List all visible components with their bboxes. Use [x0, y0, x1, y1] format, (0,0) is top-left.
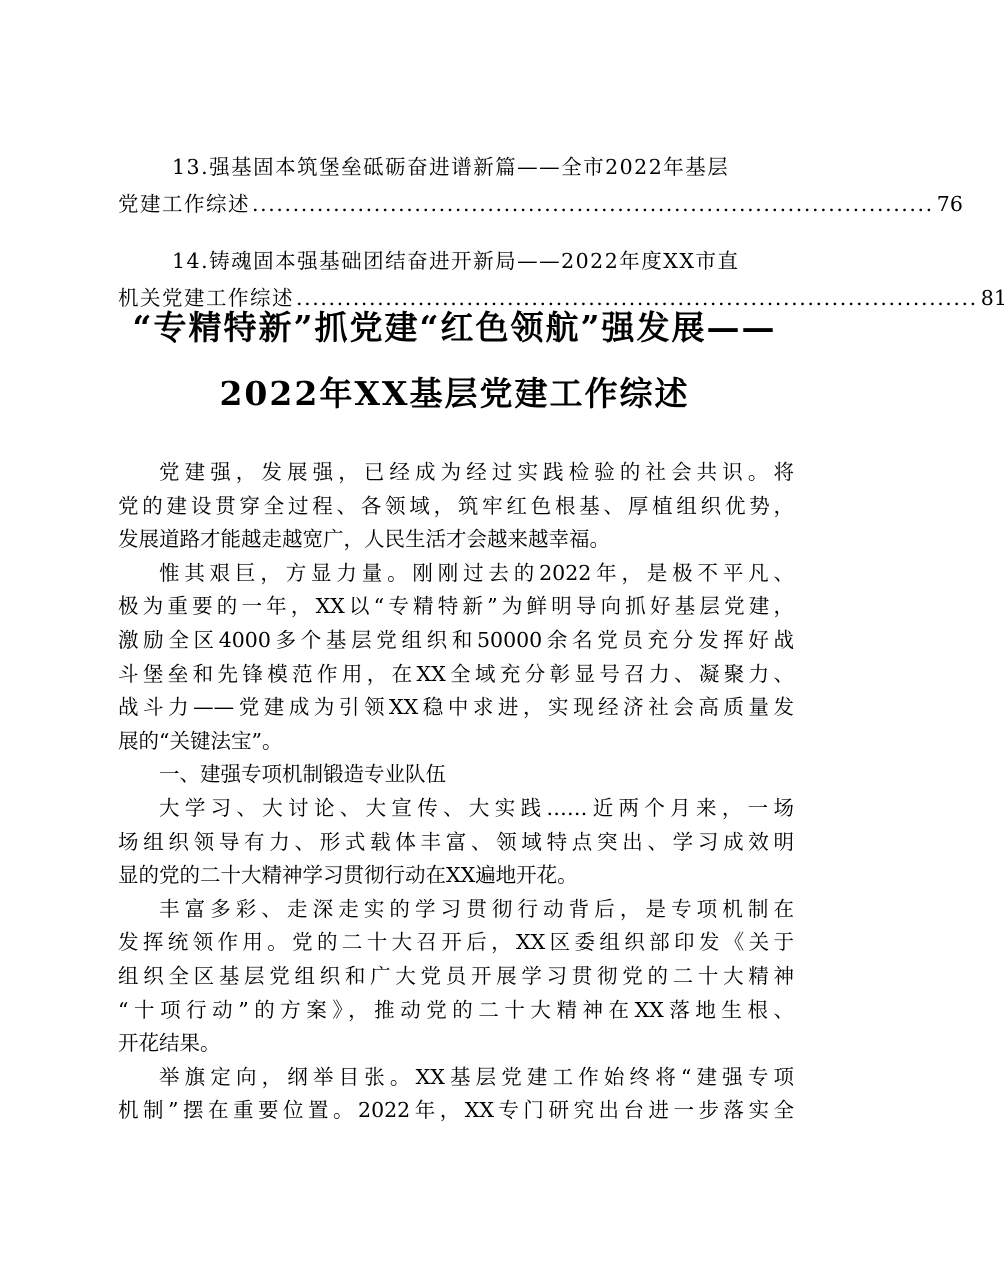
paragraph — [118, 557, 794, 759]
toc-entry-title-continued: 党建工作综述 — [118, 192, 250, 216]
text-line: 场组织领导有力、形式载体丰富、领域特点突出、学习成效明 — [118, 829, 794, 854]
text-line: 机制”摆在重要位置。2022年，XX专门研究出台进一步落实全 — [118, 1098, 794, 1123]
text-line: 一、建强专项机制锻造专业队伍 — [159, 762, 446, 787]
toc-entry-title: 14.铸魂固本强基础团结奋进开新局——2022年度XX市直 — [172, 249, 740, 273]
paragraph — [118, 792, 794, 893]
toc-page-number: 81 — [980, 286, 1007, 310]
article-subtitle: 2022年XX基层党建工作综述 — [219, 374, 690, 413]
article-title: “专精特新”抓党建“红色领航”强发展—— — [132, 308, 777, 347]
text-line: 惟其艰巨，方显力量。刚刚过去的2022年，是极不平凡、 — [159, 560, 794, 585]
toc-entry[interactable] — [118, 150, 963, 244]
text-line: 斗堡垒和先锋模范作用，在XX全域充分彰显号召力、凝聚力、 — [118, 661, 794, 686]
text-line: 丰富多彩、走深走实的学习贯彻行动背后，是专项机制在 — [159, 896, 794, 921]
text-line: 举旗定向，纲举目张。XX基层党建工作始终将“建强专项 — [159, 1064, 794, 1089]
text-line: 极为重要的一年，XX以“专精特新”为鲜明导向抓好基层党建， — [118, 594, 794, 619]
toc-leader-dots: .................................................................................... — [296, 286, 978, 310]
section-heading — [118, 758, 794, 792]
text-line: 展的“关键法宝”。 — [118, 728, 283, 753]
paragraph — [118, 893, 794, 1061]
text-line: 激励全区4000多个基层党组织和50000余名党员充分发挥好战 — [118, 627, 794, 652]
text-line: 战斗力——党建成为引领XX稳中求进，实现经济社会高质量发 — [118, 695, 794, 720]
text-line: 显的党的二十大精神学习贯彻行动在XX遍地开花。 — [118, 863, 578, 888]
toc-entry-title-continued: 机关党建工作综述 — [118, 286, 294, 310]
paragraph — [118, 1061, 794, 1128]
toc-entry-title: 13.强基固本筑堡垒砥砺奋进谱新篇——全市2022年基层 — [172, 155, 730, 179]
text-line: 党的建设贯穿全过程、各领域，筑牢红色根基、厚植组织优势， — [118, 493, 794, 518]
text-line: 党建强，发展强，已经成为经过实践检验的社会共识。将 — [159, 460, 794, 484]
toc-leader-dots: .................................................................................... — [252, 192, 934, 216]
text-line: 组织全区基层党组织和广大党员开展学习贯彻党的二十大精神 — [118, 963, 794, 988]
article-body — [118, 456, 794, 1128]
text-line: 大学习、大讨论、大宣传、大实践……近两个月来，一场 — [159, 795, 794, 820]
text-line: 发挥统领作用。党的二十大召开后，XX区委组织部印发《关于 — [118, 930, 794, 955]
paragraph — [118, 456, 794, 557]
text-line: 开花结果。 — [118, 1031, 221, 1056]
toc-page-number: 76 — [936, 192, 963, 216]
text-line: “十项行动”的方案》，推动党的二十大精神在XX落地生根、 — [118, 997, 794, 1022]
text-line: 发展道路才能越走越宽广，人民生活才会越来越幸福。 — [118, 527, 610, 552]
